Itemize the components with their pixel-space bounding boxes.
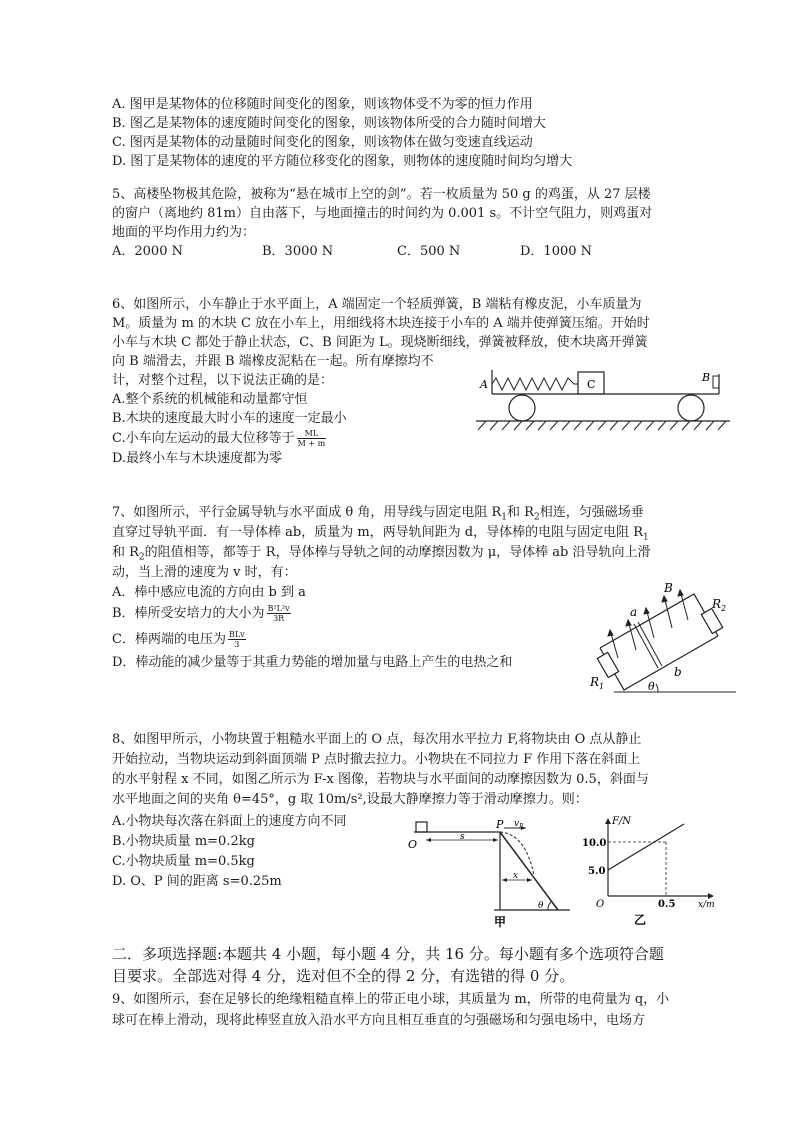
subscript: 2 [533,512,540,523]
q8-figure-jia [408,818,578,928]
q6-label-a: A [480,378,488,391]
subscript: 1 [501,512,508,523]
q6-label-c: C [587,378,596,391]
q8-label-s: s [460,832,465,842]
section-2-line-2: 目要求。全部选对得 4 分，选对但不全的得 2 分，有选错的得 0 分。 [112,967,575,985]
q7-label-a: a [630,605,638,619]
q7-rails-figure [588,580,748,698]
q6-option-c-text: C.小车向左运动的最大位移等于 [112,431,295,446]
q7-option-a: A．棒中感应电流的方向由 b 到 a [112,585,306,600]
q6-line-4: 向 B 端滑去，并跟 B 端橡皮泥粘在一起。所有摩擦均不 [112,354,434,369]
q4-option-d: D. 图丁是某物体的速度的平方随位移变化的图象，则物体的速度随时间均匀增大 [112,154,573,169]
q7-label-b: b [674,665,682,679]
q8-origin: O [596,899,605,910]
q6-option-d: D.最终小车与木块速度都为零 [112,451,283,466]
fraction-numerator: B²L²v [267,604,290,613]
q7-line-1-part-b: 和 R [507,505,534,520]
subscript: 1 [643,532,649,543]
q7-option-d: D．棒动能的减少量等于其重力势能的增加量与电路上产生的电热之和 [112,655,513,670]
q8-line-4: 水平地面之间的夹角 θ=45°，g 取 10m/s²,设最大静摩擦力等于滑动摩擦力。则： [112,792,588,807]
fraction-denominator: 3R [273,614,285,623]
q6-option-b: B.木块的速度最大时小车的速度一定最小 [112,411,347,426]
q5-line-1: 5、高楼坠物极其危险，被称为“悬在城市上空的剑”。若一枚质量为 50 g 的鸡蛋，从 27 层楼 [112,187,651,202]
subscript: 2 [138,552,145,563]
q8-label-x: x [513,871,519,881]
q5-option-a: A．2000 N [112,244,183,259]
q8-tick-y-5: 5.0 [588,866,606,877]
section-2-line-1: 二．多项选择题:本题共 4 小题，每小题 4 分，共 16 分。每小题有多个选项符合题 [112,945,664,963]
q6-line-5: 计，对整个过程，以下说法正确的是： [112,373,334,388]
q5-option-b: B．3000 N [262,244,334,259]
q8-xlabel: x/m [698,900,715,910]
q8-label-theta: θ [538,901,544,911]
vp-subscript: P [519,823,524,830]
q8-figure-yi [580,810,730,928]
vp-letter: v [514,819,520,829]
q6-line-2: M。质量为 m 的木块 C 放在小车上，用细线将木块连接于小车的 A 端并使弹簧压缩。开始时 [112,316,650,331]
q8-option-b: B.小物块质量 m=0.2kg [112,834,255,849]
q6-label-b: B [702,371,711,384]
q7-line-1-part-c: 相连，匀强磁场垂 [539,505,644,520]
q8-caption-yi: 乙 [634,913,647,927]
q8-label-p: P [496,818,504,831]
r2-letter: R [712,597,722,611]
fraction-denominator: M + m [297,439,326,448]
q6-line-3: 小车与木块 C 都处于静止状态，C、B 间距为 L。现烧断细线，弹簧被释放，使木块离开弹簧 [112,335,648,350]
q4-option-b: B. 图乙是某物体的速度随时间变化的图象，则该物体所受的合力随时间增大 [112,116,546,131]
q8-line-2: 开始拉动，当物块运动到斜面顶端 P 点时撤去拉力。小物块在不同拉力 F 作用下落在斜面上 [112,752,641,767]
q6-line-1: 6、如图所示，小车静止于水平面上，A 端固定一个轻质弹簧，B 端粘有橡皮泥，小车质量为 [112,297,642,312]
q7-option-b [112,604,291,623]
q8-label-vp [514,819,524,830]
q7-option-b-fraction [267,604,291,623]
r1-subscript: 1 [599,682,605,691]
q7-label-b-field: B [664,581,673,595]
q7-line-1-part-a: 7、如图所示，平行金属导轨与水平面成 θ 角，用导线与固定电阻 R [112,505,502,520]
q6-option-a: A.整个系统的机械能和动量都守恒 [112,392,308,407]
q6-option-c-fraction [297,429,327,448]
q6-cart-figure [474,364,732,440]
q7-line-2-text: 直穿过导轨平面．有一导体棒 ab，质量为 m，两导轨间距为 d，导体棒的电阻与固定电阻 R [112,525,644,540]
q8-tick-y-10: 10.0 [582,838,607,849]
q8-option-a: A.小物块每次落在斜面上的速度方向不同 [112,814,347,829]
fraction-numerator: BLv [228,630,245,639]
q8-label-o: O [408,838,418,851]
fraction-numerator: ML [297,429,327,439]
q8-caption-jia: 甲 [494,915,507,928]
q7-label-r2 [711,597,726,613]
q5-line-2: 的窗户（离地约 81m）自由落下，与地面撞击的时间约为 0.001 s。不计空气阻力，则鸡蛋对 [112,206,653,221]
r2-subscript: 2 [721,604,727,613]
q5-line-3: 地面的平均作用力约为： [112,225,256,240]
q8-tick-x-05: 0.5 [658,899,676,910]
q8-line-1: 8、如图甲所示，小物块置于粗糙水平面上的 O 点，每次用水平拉力 F,将物块由 O 点从静止 [112,732,642,747]
q5-option-d: D．1000 N [520,244,593,259]
q9-line-1: 9、如图所示，套在足够长的绝缘粗糙直棒上的带正电小球，其质量为 m，所带的电荷量为 q，小 [112,992,670,1007]
q4-option-a: A. 图甲是某物体的位移随时间变化的图象，则该物体受不为零的恒力作用 [112,97,533,112]
q4-option-c: C. 图丙是某物体的动量随时间变化的图象，则该物体在做匀变速直线运动 [112,135,533,150]
q6-option-c [112,429,326,448]
fraction-denominator: 3 [234,640,240,649]
q8-line-3: 的水平射程 x 不同，如图乙所示为 F-x 图像，若物块与水平面间的动摩擦因数为 0.5，斜面与 [112,772,649,787]
q7-option-c-fraction [228,630,246,649]
r1-letter: R [590,675,600,689]
q9-line-2: 球可在棒上滑动，现将此棒竖直放入沿水平方向且相互垂直的匀强磁场和匀强电场中，电场方 [112,1013,646,1028]
q7-option-c [112,630,246,649]
q7-option-b-text: B．棒所受安培力的大小为 [112,606,265,621]
q8-option-d: D. O、P 间的距离 s=0.25m [112,874,282,889]
q7-line-4: 动，当上滑的速度为 v 时，有： [112,565,297,580]
q8-ylabel: F/N [612,816,632,827]
q7-line-3-part-a: 和 R [112,545,139,560]
q7-label-r1 [589,675,604,691]
q7-line-3-part-b: 的阻值相等，都等于 R，导体棒与导轨之间的动摩擦因数为 μ，导体棒 ab 沿导轨向上滑 [144,545,651,560]
q7-label-theta: θ [648,680,655,693]
q7-option-c-text: C．棒两端的电压为 [112,632,226,647]
q5-option-c: C．500 N [397,244,461,259]
q8-option-c: C.小物块质量 m=0.5kg [112,854,255,869]
